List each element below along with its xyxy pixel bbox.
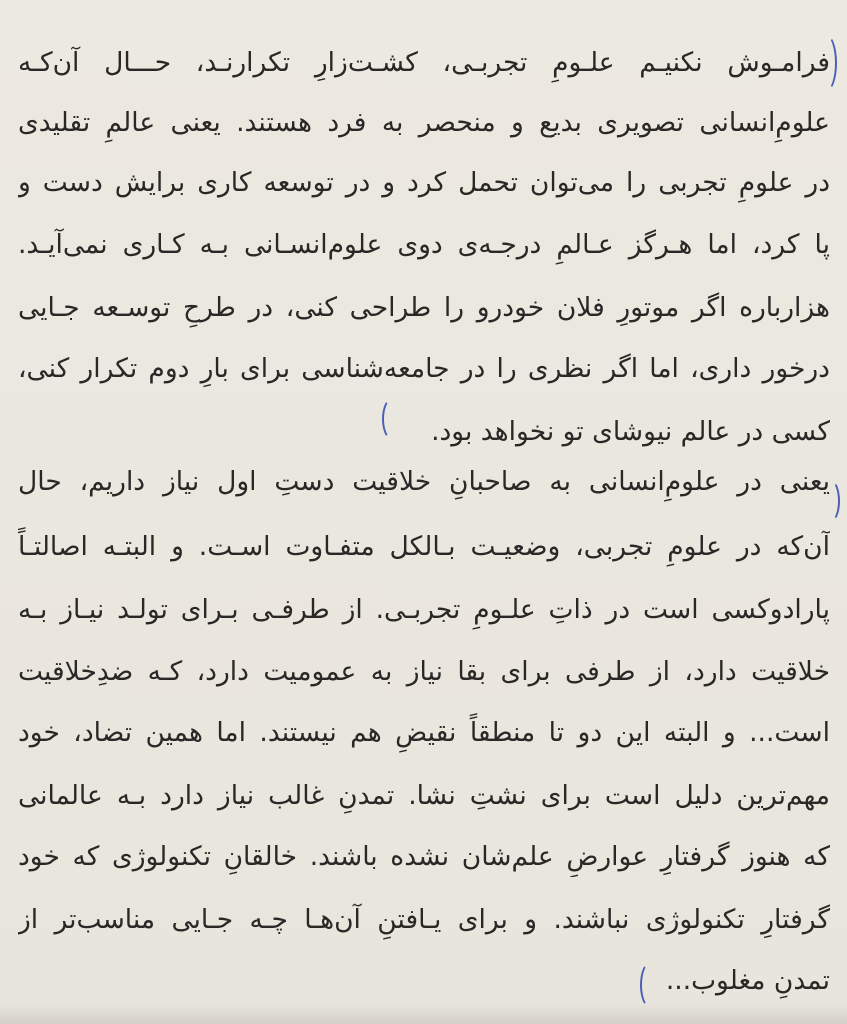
bracket-close-mark-icon [640, 962, 660, 1008]
text-line: پارادوکسی است در ذاتِ علـومِ تجربـی. از طرفـی بـرای تولـد نیـاز بـه [18, 594, 830, 625]
next-page-bleed [0, 1004, 847, 1024]
text-line: درخور داری، اما اگر نظری را در جامعه‌شناسی برای بارِ دوم تکرار کنی، [18, 353, 830, 384]
text-line: علومِ‌انسانی تصویری بدیع و منحصر به فرد هستند. یعنی عالمِ تقلیدی [18, 107, 830, 138]
text-line: که هنوز گرفتارِ عوارضِ علم‌شان نشده باشند. خالقانِ تکنولوژی که خود [18, 841, 830, 872]
text-line: در علومِ تجربی را می‌توان تحمل کرد و در توسعه کاری برایش دست و [18, 167, 830, 198]
text-line: پا کرد، اما هـرگز عـالمِ درجـه‌ی دوی علوم‌انسـانی بـه کـاری نمی‌آیـد. [18, 229, 830, 260]
bracket-open-mark-icon [815, 34, 837, 92]
text-line: کسی در عالم نیوشای تو نخواهد بود. [431, 416, 830, 447]
text-line: فرامـوش نکنیـم علـومِ تجربـی، کشـت‌زارِ تکرارنـد، حـــال آن‌کـه [18, 47, 830, 78]
text-line: تمدنِ مغلوب... [665, 965, 830, 996]
text-line: آن‌که در علومِ تجربی، وضعیـت بـالکل متفـاوت اسـت. و البتـه اصالتـاً [18, 531, 830, 562]
bracket-close-mark-icon [382, 398, 402, 440]
text-line: گرفتارِ تکنولوژی نباشند. و برای یـافتنِ آن‌هـا چـه جـایی مناسب‌تر از [18, 904, 830, 935]
text-line: هزارباره اگر موتورِ فلان خودرو را طراحی کنی، در طرحِ توسـعه جـایی [18, 292, 830, 323]
text-line: خلاقیت دارد، از طرفی برای بقا نیاز به عمومیت دارد، کـه ضدِخلاقیت [18, 656, 830, 687]
text-line: یعنی در علومِ‌انسانی به صاحبانِ خلاقیت دستِ اول نیاز داریم، حال [18, 466, 830, 497]
bracket-open-mark-icon [822, 480, 840, 522]
text-line: مهم‌ترین دلیل است برای نشتِ نشا. تمدنِ غالب نیاز دارد بـه عالمانی [18, 780, 830, 811]
text-line: است... و البته این دو تا منطقاً نقیضِ هم نیستند. اما همین تضاد، خود [18, 717, 830, 748]
